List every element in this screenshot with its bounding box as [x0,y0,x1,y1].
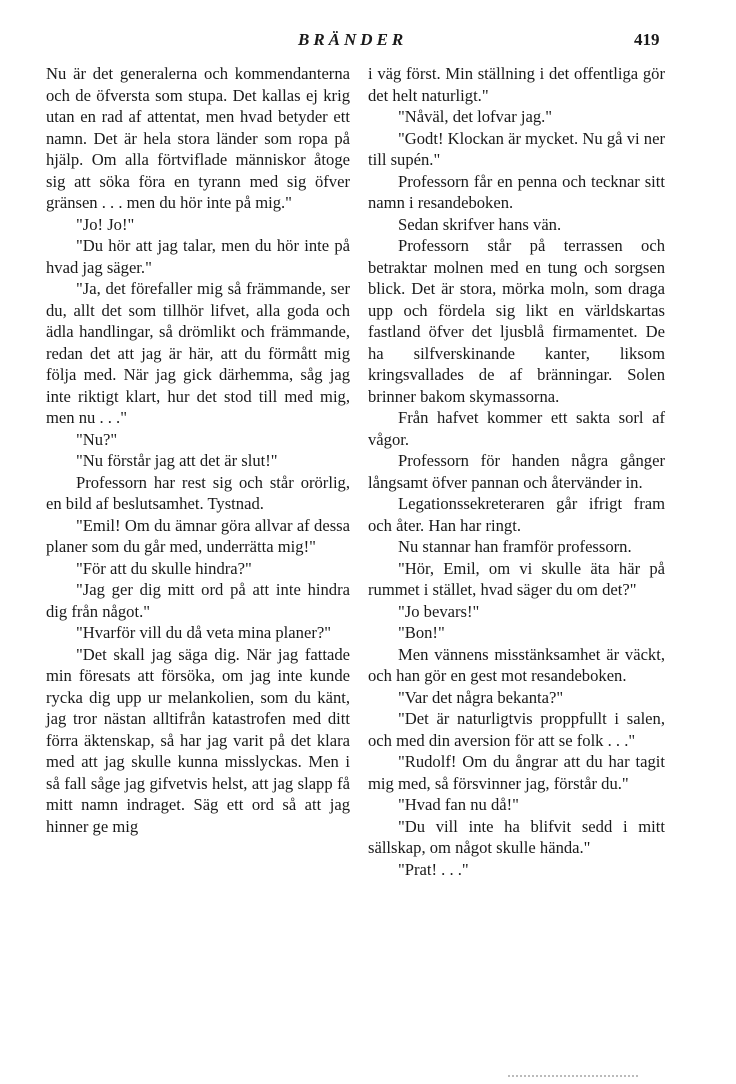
paragraph: "Det skall jag säga dig. När jag fattade min föresats att försöka, om jag inte kunde rycka dig upp ur melankolien, som du känt, jag tror nästan alltifrån katastrofen med ditt förra äktenskap, så har jag varit på det klara med att jag skulle kunna misslyckas. Men i så fall såge jag gifvetvis helst, att jag slapp få mitt namn indraget. Säg ett ord så att jag hinner ge mig [46,644,350,836]
running-title: BRÄNDER [298,30,408,49]
left-column [46,63,350,837]
paragraph: "Nåväl, det lofvar jag." [398,107,553,126]
paragraph: "Ja, det förefaller mig så främmande, ser du, allt det som tillhör lifvet, alla goda och ädla handlingar, så drömlikt och främmande, redan det att jag är här, att du förmått mig följa med. När jag gick därhemma, såg jag inte riktigt klart, hur det stod till med mig, men nu . . ." [46,279,350,427]
paragraph: "Hvarför vill du då veta mina planer?" [76,623,331,642]
paragraph: "Var det några bekanta?" [398,687,564,707]
paragraph: "Hör, Emil, om vi skulle äta här på rummet i stället, hvad säger du om det?" [368,558,665,599]
paragraph: "Jag ger dig mitt ord på att inte hindra dig från något." [46,580,350,621]
paragraph: "Hvad fan nu då!" [398,795,519,814]
paragraph: "Godt! Klockan är mycket. Nu gå vi ner till supén." [368,128,665,169]
paragraph: "Jo bevars!" [398,601,480,621]
footer-print-marks [508,1075,638,1080]
paragraph: Sedan skrifver hans vän. [398,214,562,234]
paragraph: "Du hör att jag talar, men du hör inte på hvad jag säger." [46,236,350,277]
paragraph: Professorn för handen några gånger långsamt öfver pannan och återvänder in. [368,451,665,492]
paragraph: "Du vill inte ha blifvit sedd i mitt sällskap, om något skulle hända." [368,816,665,857]
right-column [368,63,665,880]
paragraph: Professorn står på terrassen och betraktar molnen med en tung och sorgsen blick. Det är stora, mörka moln, som draga upp och fördela sig likt en världskartas fastland öfver det ljusblå firmamentet. De ha silfverskinande kanter, liksom kringsvallades de af bränningar. Solen brinner bakom skymassorna. [368,236,665,406]
paragraph: Professorn får en penna och tecknar sitt namn i resandeboken. [368,171,665,212]
paragraph: Legationssekreteraren går ifrigt fram och åter. Han har ringt. [368,494,665,535]
paragraph: Från hafvet kommer ett sakta sorl af vågor. [368,408,665,449]
paragraph: Professorn har rest sig och står orörlig, en bild af beslutsamhet. Tystnad. [46,472,350,513]
paragraph: Men vännens misstänksamhet är väckt, och han gör en gest mot resandeboken. [368,644,665,685]
paragraph: "Emil! Om du ämnar göra allvar af dessa planer som du går med, underrätta mig!" [46,515,350,556]
page-number: 419 [634,30,660,49]
paragraph: "Nu förstår jag att det är slut!" [76,451,278,470]
page-header [0,30,736,52]
paragraph: "För att du skulle hindra?" [76,558,252,578]
paragraph: i väg först. Min ställning i det offentliga gör det helt naturligt." [368,64,665,105]
paragraph: "Jo! Jo!" [76,214,135,234]
paragraph: "Rudolf! Om du ångrar att du har tagit mig med, så försvinner jag, förstår du." [368,752,665,793]
paragraph: "Bon!" [398,623,445,642]
paragraph: Nu stannar han framför professorn. [398,537,632,556]
paragraph: Nu är det generalerna och kommendanterna och de öfversta som stupa. Det kallas ej krig utan en rad af attentat, men hvad betyder ett namn. Det är hela stora länder som ropa på hjälp. Om alla förtviflade människor åtoge sig att söka föra en tyrann med sig öfver gränsen . . . men du hör inte på mig." [46,64,350,212]
paragraph: "Nu?" [76,429,118,449]
paragraph: "Prat! . . ." [398,859,469,879]
paragraph: "Det är naturligtvis proppfullt i salen, och med din aversion för att se folk . . ." [368,709,665,750]
